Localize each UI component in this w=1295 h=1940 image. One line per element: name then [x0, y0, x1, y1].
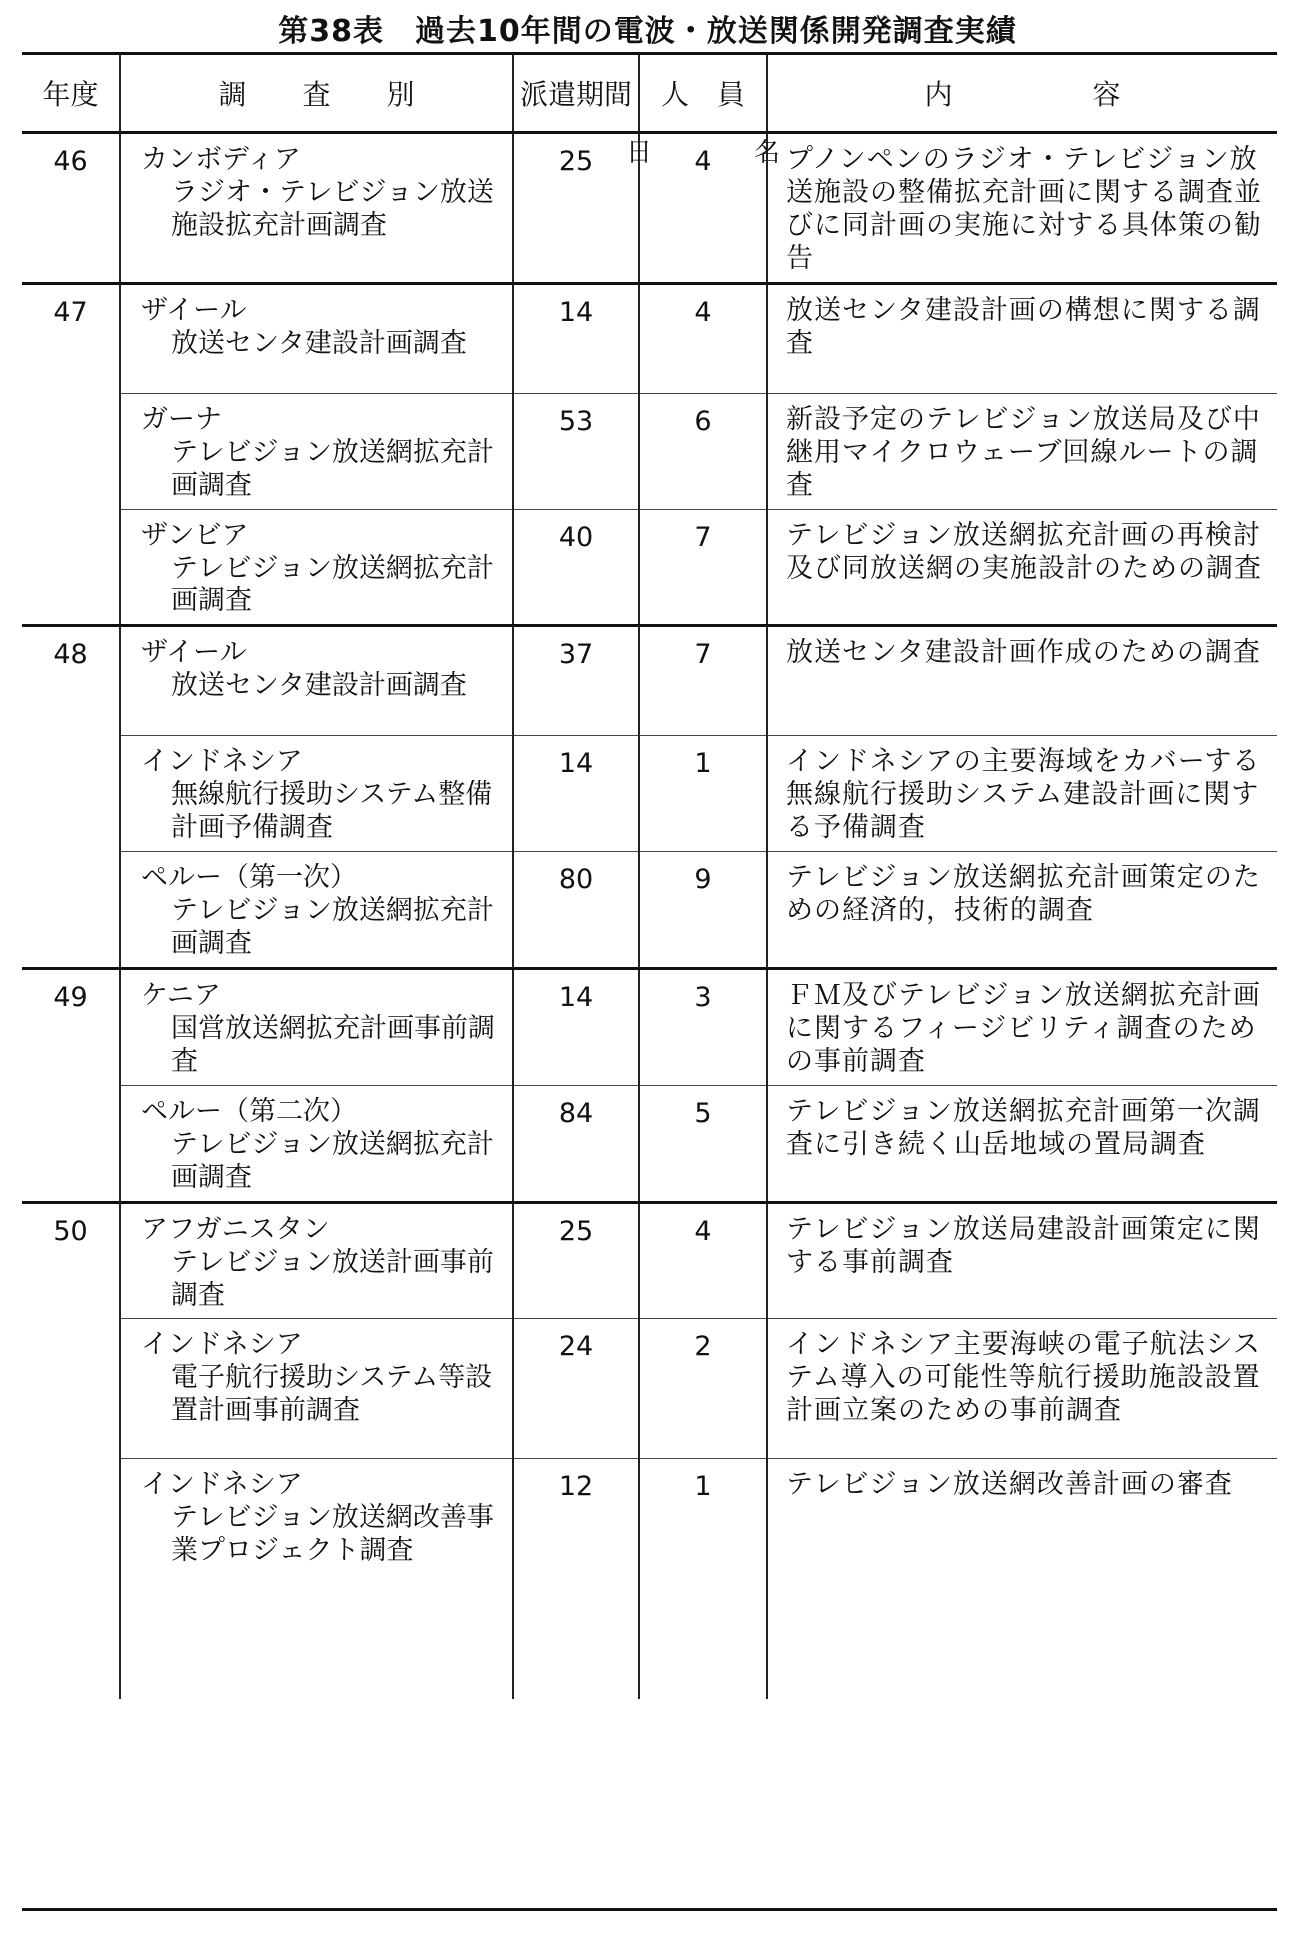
staff-cell: 4 [639, 1202, 767, 1319]
survey-cell [120, 1319, 513, 1459]
period-cell: 24 [513, 1319, 639, 1459]
table-row [22, 1459, 1277, 1699]
period-cell: 14 [513, 283, 639, 393]
survey-cell [120, 1085, 513, 1202]
period-cell: 80 [513, 852, 639, 969]
header-row [22, 54, 1277, 133]
year-cell [22, 1459, 120, 1699]
project: テレビジョン放送網拡充計画調査 [171, 895, 494, 960]
project: 放送センタ建設計画調査 [171, 670, 467, 702]
survey-cell [120, 736, 513, 852]
country: カンボディア [141, 144, 301, 175]
period-cell: 14 [513, 969, 639, 1086]
year-cell [22, 509, 120, 626]
country: ガーナ [141, 403, 222, 435]
survey-cell [120, 393, 513, 509]
country: ペルー（第二次） [141, 1095, 357, 1127]
table-row [22, 1319, 1277, 1459]
staff-unit: 名 [754, 138, 781, 168]
year-cell [22, 393, 120, 509]
survey-cell [120, 969, 513, 1086]
staff-cell: 6 [639, 393, 767, 509]
survey-cell [120, 1202, 513, 1319]
content-cell: プノンペンのラジオ・テレビジョン放送施設の整備拡充計画に関する調査並びに同計画の実施に対する具体策の勧告 [767, 133, 1277, 284]
content-cell: テレビジョン放送網拡充計画策定のための経済的，技術的調査 [767, 852, 1277, 969]
staff-cell: 4 [639, 133, 767, 284]
country: ザイール [141, 637, 247, 669]
project: テレビジョン放送計画事前調査 [171, 1246, 494, 1311]
header-survey: 調 査 別 [120, 54, 513, 133]
content-cell: 放送センタ建設計画の構想に関する調査 [767, 283, 1277, 393]
survey-results-table [22, 52, 1277, 1699]
survey-cell [120, 283, 513, 393]
content-cell: インドネシアの主要海域をカバーする無線航行援助システム建設計画に関する予備調査 [767, 736, 1277, 852]
table-row [22, 509, 1277, 626]
staff-cell: 9 [639, 852, 767, 969]
country: インドネシア [141, 1469, 303, 1501]
project: 電子航行援助システム等設置計画事前調査 [171, 1362, 493, 1427]
project: テレビジョン放送網拡充計画調査 [171, 552, 494, 617]
country: ザンビア [141, 519, 249, 551]
project: テレビジョン放送網拡充計画調査 [171, 436, 494, 501]
table-row [22, 1202, 1277, 1319]
content-cell: テレビジョン放送網改善計画の審査 [767, 1459, 1277, 1699]
table-row [22, 736, 1277, 852]
header-content: 内 容 [767, 54, 1277, 133]
staff-cell: 4 [639, 283, 767, 393]
content-cell: テレビジョン放送網拡充計画第一次調査に引き続く山岳地域の置局調査 [767, 1085, 1277, 1202]
year-cell: 46 [53, 146, 88, 177]
header-period: 派遣期間 [513, 54, 639, 133]
content-cell: 放送センタ建設計画作成のための調査 [767, 626, 1277, 736]
project: テレビジョン放送網改善事業プロジェクト調査 [171, 1502, 494, 1567]
year-cell [22, 736, 120, 852]
period-cell: 37 [513, 626, 639, 736]
staff-cell: 7 [639, 509, 767, 626]
country: インドネシア [141, 1329, 303, 1361]
survey-cell [120, 1459, 513, 1699]
period-cell: 12 [513, 1459, 639, 1699]
table-row [22, 969, 1277, 1086]
staff-cell: 1 [639, 736, 767, 852]
country: インドネシア [141, 746, 303, 778]
year-cell: 50 [22, 1202, 120, 1319]
country: ペルー（第一次） [141, 862, 357, 894]
table-title: 第38表 過去10年間の電波・放送関係開発調査実績 [278, 14, 1017, 49]
country: ケニア [141, 980, 221, 1011]
bottom-rule [22, 1908, 1277, 1911]
project: 国営放送網拡充計画事前調査 [171, 1012, 495, 1077]
content-cell: テレビジョン放送局建設計画策定に関する事前調査 [767, 1202, 1277, 1319]
content-cell: 新設予定のテレビジョン放送局及び中継用マイクロウェーブ回線ルートの調査 [767, 393, 1277, 509]
period-cell: 84 [513, 1085, 639, 1202]
content-cell: インドネシア主要海峡の電子航法システム導入の可能性等航行援助施設設置計画立案のための事前調査 [767, 1319, 1277, 1459]
period-cell: 25 [513, 1202, 639, 1319]
table-row [22, 393, 1277, 509]
content-cell: テレビジョン放送網拡充計画の再検討及び同放送網の実施設計のための調査 [767, 509, 1277, 626]
survey-cell [120, 509, 513, 626]
staff-cell: 2 [639, 1319, 767, 1459]
table-row [22, 283, 1277, 393]
survey-cell [120, 626, 513, 736]
period-cell: 14 [513, 736, 639, 852]
staff-cell: 7 [639, 626, 767, 736]
year-cell: 48 [22, 626, 120, 736]
survey-cell [120, 852, 513, 969]
project: 無線航行援助システム整備計画予備調査 [171, 779, 493, 844]
period-cell: 53 [513, 393, 639, 509]
year-cell: 49 [22, 969, 120, 1086]
project: ラジオ・テレビジョン放送施設拡充計画調査 [171, 176, 494, 241]
year-cell [22, 852, 120, 969]
country: ザイール [141, 294, 247, 326]
header-year: 年度 [22, 54, 120, 133]
period-cell: 25 [513, 133, 639, 284]
year-cell [22, 1085, 120, 1202]
project: テレビジョン放送網拡充計画調査 [171, 1128, 494, 1193]
content-cell: ＦＭ及びテレビジョン放送網拡充計画に関するフィージビリティ調査のための事前調査 [767, 969, 1277, 1086]
country: アフガニスタン [141, 1213, 330, 1245]
project: 放送センタ建設計画調査 [171, 327, 467, 359]
staff-cell: 5 [639, 1085, 767, 1202]
header-staff: 人 員 [639, 54, 767, 133]
period-cell: 40 [513, 509, 639, 626]
survey-cell [120, 133, 513, 284]
table-row [22, 852, 1277, 969]
period-unit: 日 [626, 138, 653, 168]
staff-cell: 3 [639, 969, 767, 1086]
table-row [22, 626, 1277, 736]
staff-cell: 1 [639, 1459, 767, 1699]
year-cell [22, 1319, 120, 1459]
year-cell: 47 [22, 283, 120, 393]
table-row [22, 1085, 1277, 1202]
